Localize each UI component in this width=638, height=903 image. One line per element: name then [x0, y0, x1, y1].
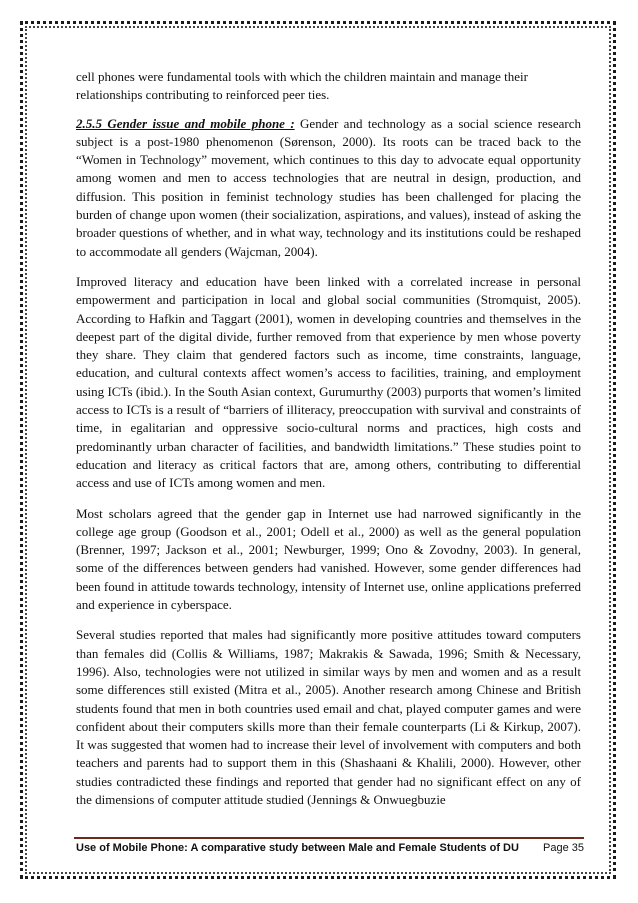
section-heading: 2.5.5 Gender issue and mobile phone : [76, 115, 295, 131]
paragraph-3: Improved literacy and education have been linked with a correlated increase in personal empowerment and participation in local and global social communities (Stromquist, 2005). According to Hafkin and Taggart (2001), women in developing countries and themselves in the deepest part of the digital divide, further removed from that experience by men whose poverty they share. They claim that gendered factors such as income, time constraints, language, education, and cultural contexts affect women’s access to facilities, training, and employment using ICTs (ibid.). In the South Asian context, Gurumurthy (2003) purports that women’s limited access to ICTs is a result of “barriers of illiteracy, preoccupation with survival and constraints of time, in egalitarian and oppressive socio-cultural norms and practices, high costs and predominantly urban character of facilities, and bandwidth limitations.” These studies point to education and literacy as critical factors that are, among others, contributing to differential access and use of ICTs among women and men. [76, 273, 581, 491]
page-body [76, 68, 581, 821]
footer-title: Use of Mobile Phone: A comparative study between Male and Female Students of DU [76, 842, 519, 854]
paragraph-1: cell phones were fundamental tools with which the children maintain and manage their relationships contributing to reinforced peer ties. [76, 69, 528, 103]
paragraph-2 [76, 115, 581, 261]
paragraph-5: Several studies reported that males had significantly more positive attitudes toward computers than females did (Collis & Williams, 1987; Makrakis & Sawada, 1996; Smith & Necessary, 1996). Also, technologies were not utilized in similar ways by men and women and as a result some differences still existed (Mitra et al., 2005). Another research among Chinese and British students found that men in both countries used email and chat, played computer games and were confident about their computers skills more than their female counterparts (Li & Kirkup, 2007). It was suggested that women had to increase their level of involvement with computers and both teachers and parents had to support them in this (Shashaani & Khalili, 2000). However, other studies contradicted these findings and reported that gender had no significant effect on any of the dimensions of computer attitude studied (Jennings & Onwuegbuzie [76, 627, 581, 807]
paragraph-2-text: Gender and technology as a social science research subject is a post-1980 phenomenon (Sørenson, 2000). Its roots can be traced back to the “Women in Technology” movement, which continues to this day to advocate equal opportunity among women and men to access technologies that are neutral in design, production, and diffusion. This position in feminist technology studies has been challenged for placing the burden of change upon women (their socialization, aspirations, and values), instead of asking the broader questions of whether, and in what way, technology and its institutions could be reshaped to accommodate all genders (Wajcman, 2004). [76, 115, 581, 259]
page-number: Page 35 [543, 842, 584, 854]
paragraph-4: Most scholars agreed that the gender gap in Internet use had narrowed significantly in the college age group (Goodson et al., 2001; Odell et al., 2000) as well as the general population (Brenner, 1997; Jackson et al., 2001; Newburger, 1999; Ono & Zovodny, 2003). In general, some of the differences between genders had vanished. However, some gender differences had been found in attitude towards technology, intensity of Internet use, online applications preferred and experience in cyberspace. [76, 505, 581, 613]
page-footer [76, 842, 584, 858]
footer-rule [74, 837, 584, 839]
